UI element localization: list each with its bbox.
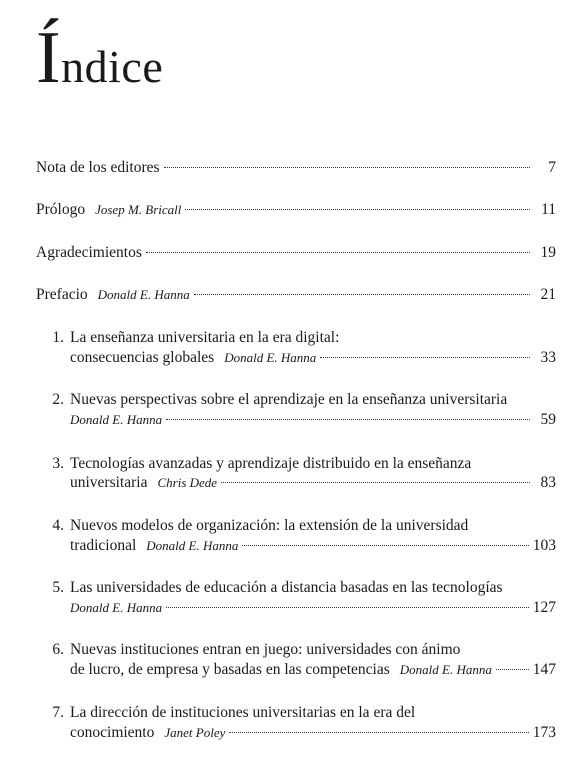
chapter-1-title-line[interactable]: [36, 328, 556, 348]
chapter-title: Nuevas perspectivas sobre el aprendizaje en la enseñanza universitaria: [70, 391, 508, 408]
title-initial: Í: [36, 17, 62, 99]
dot-leader: [221, 481, 530, 483]
chapter-page: 147: [532, 661, 556, 678]
entry-author: Donald E. Hanna: [97, 287, 190, 302]
entry-label: Prólogo: [36, 201, 86, 218]
toc-entry-nota[interactable]: [36, 158, 556, 178]
chapter-author: Donald E. Hanna: [146, 538, 239, 553]
chapter-title-cont: de lucro, de empresa y basadas en las competencias: [70, 661, 390, 678]
chapter-number: 7.: [52, 704, 64, 721]
chapter-title: La dirección de instituciones universitarias en la era del: [70, 704, 416, 721]
chapter-2-detail-line[interactable]: [36, 410, 556, 430]
chapter-title-cont: consecuencias globales: [70, 349, 215, 366]
chapter-title: Las universidades de educación a distancia basadas en las tecnologías: [70, 579, 503, 596]
chapter-title: Tecnologías avanzadas y aprendizaje distribuido en la enseñanza: [70, 455, 472, 472]
chapter-1-detail-line[interactable]: [36, 348, 556, 368]
title-rest: ndice: [61, 41, 164, 92]
dot-leader: [166, 418, 530, 420]
chapter-number: 4.: [52, 517, 64, 534]
chapter-title-cont: tradicional: [70, 537, 137, 554]
chapter-title-cont: universitaria: [70, 474, 148, 491]
chapter-author: Donald E. Hanna: [70, 600, 163, 615]
chapter-5-title-line[interactable]: [36, 578, 556, 598]
chapter-4-detail-line[interactable]: [36, 536, 556, 556]
entry-label: Nota de los editores: [36, 159, 160, 176]
chapter-2-title-line[interactable]: [36, 390, 556, 410]
chapter-number: 6.: [52, 641, 64, 658]
dot-leader: [166, 606, 529, 608]
chapter-page: 173: [532, 724, 556, 741]
chapter-7-title-line[interactable]: [36, 703, 556, 723]
entry-page: 11: [541, 201, 556, 218]
chapter-5-detail-line[interactable]: [36, 598, 556, 618]
entry-page: 7: [548, 159, 556, 176]
chapter-title: Nuevas instituciones entran en juego: universidades con ánimo: [70, 641, 461, 658]
chapter-number: 3.: [52, 455, 64, 472]
dot-leader: [146, 251, 530, 253]
dot-leader: [229, 731, 528, 733]
toc-entry-prologo[interactable]: [36, 200, 556, 220]
chapter-page: 59: [540, 411, 556, 428]
chapter-number: 5.: [52, 579, 64, 596]
chapter-author: Donald E. Hanna: [70, 412, 163, 427]
entry-page: 19: [540, 244, 556, 261]
chapter-6-detail-line[interactable]: [36, 660, 556, 680]
chapter-page: 127: [532, 599, 556, 616]
dot-leader: [185, 208, 530, 210]
chapter-author: Donald E. Hanna: [399, 662, 492, 677]
chapter-author: Janet Poley: [164, 725, 226, 740]
chapter-number: 2.: [52, 391, 64, 408]
chapter-6-title-line[interactable]: [36, 640, 556, 660]
dot-leader: [320, 356, 530, 358]
dot-leader: [194, 293, 530, 295]
toc-entry-prefacio[interactable]: [36, 285, 556, 305]
chapter-title-cont: conocimiento: [70, 724, 155, 741]
dot-leader: [242, 544, 528, 546]
dot-leader: [164, 166, 530, 168]
chapter-author: Donald E. Hanna: [224, 350, 317, 365]
chapter-3-detail-line[interactable]: [36, 473, 556, 493]
chapter-page: 33: [540, 349, 556, 366]
entry-label: Prefacio: [36, 286, 88, 303]
chapter-7-detail-line[interactable]: [36, 723, 556, 743]
chapter-3-title-line[interactable]: [36, 454, 556, 474]
page-title: [36, 18, 163, 107]
chapter-page: 83: [540, 474, 556, 491]
chapter-title: Nuevos modelos de organización: la extensión de la universidad: [70, 517, 469, 534]
dot-leader: [496, 668, 529, 670]
entry-author: Josep M. Bricall: [95, 202, 182, 217]
chapter-title: La enseñanza universitaria en la era digital:: [70, 329, 340, 346]
chapter-4-title-line[interactable]: [36, 516, 556, 536]
entry-page: 21: [540, 286, 556, 303]
chapter-author: Chris Dede: [157, 475, 218, 490]
chapter-page: 103: [532, 537, 556, 554]
toc-entry-agradecimientos[interactable]: [36, 243, 556, 263]
chapter-number: 1.: [52, 329, 64, 346]
entry-label: Agradecimientos: [36, 244, 142, 261]
